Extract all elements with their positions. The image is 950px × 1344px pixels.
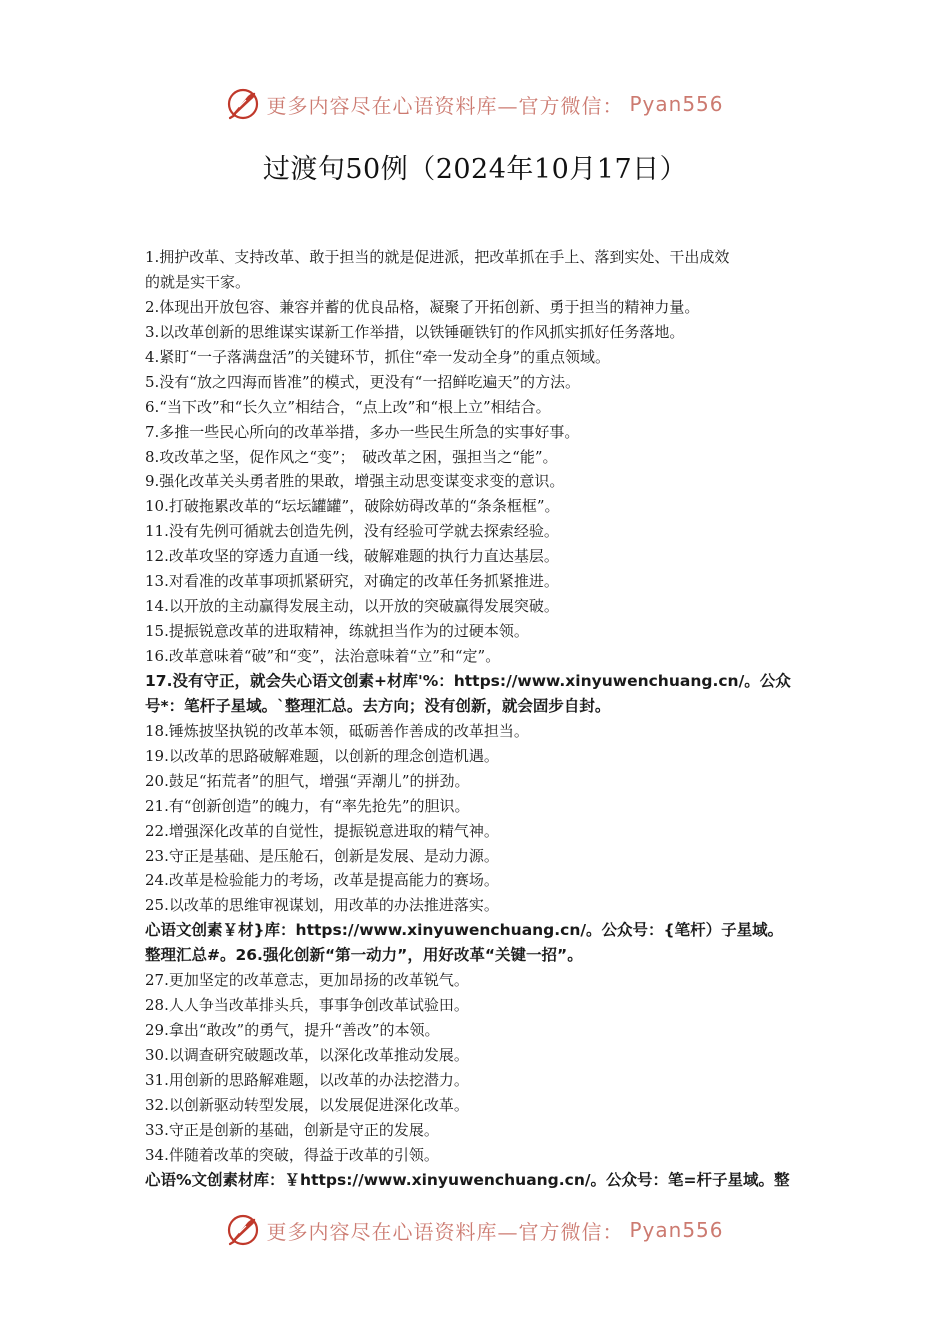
text-line: 22.增强深化改革的自觉性，提振锐意进取的精气神。 <box>145 821 499 840</box>
text-line: 24.改革是检验能力的考场，改革是提高能力的赛场。 <box>145 871 499 890</box>
wechat-id: Pyan556 <box>629 1218 724 1242</box>
text-line: 27.更加坚定的改革意志，更加昂扬的改革锐气。 <box>145 971 469 990</box>
text-line: 11.没有先例可循就去创造先例，没有经验可学就去探索经验。 <box>145 522 559 541</box>
wechat-id: Pyan556 <box>629 92 724 116</box>
text-line: 9.强化改革关头勇者胜的果敢，增强主动思变谋变求变的意识。 <box>145 472 565 491</box>
text-line: 2.体现出开放包容、兼容并蓄的优良品格，凝聚了开拓创新、勇于担当的精神力量。 <box>145 297 700 316</box>
article-body <box>145 245 810 1193</box>
text-line: 16.改革意味着“破”和“变”，法治意味着“立”和“定”。 <box>145 647 501 665</box>
text-line: 12.改革攻坚的穿透力直通一线，破解难题的执行力直达基层。 <box>145 547 559 566</box>
text-line: 6.“当下改”和“长久立”相结合，“点上改”和“根上立”相结合。 <box>145 397 551 416</box>
quill-pen-logo-icon <box>226 87 260 121</box>
text-line: 8.攻改革之坚，促作风之“变”； 破改革之困，强担当之“能”。 <box>145 447 558 466</box>
watermark-line: 心语文创素￥材}库：https://www.xinyuwenchuang.cn/。公众号：{笔杆）子星域。 <box>145 921 784 940</box>
text-line: 28.人人争当改革排头兵，事事争创改革试验田。 <box>145 996 469 1015</box>
text-line: 33.守正是创新的基础，创新是守正的发展。 <box>145 1120 439 1139</box>
text-line: 15.提振锐意改革的进取精神，练就担当作为的过硬本领。 <box>145 622 529 641</box>
text-line: 3.以改革创新的思维谋实谋新工作举措，以铁锤砸铁钉的作风抓实抓好任务落地。 <box>145 322 685 341</box>
text-line: 31.用创新的思路解难题，以改革的办法挖潜力。 <box>145 1070 469 1089</box>
watermark-line: 号*：笔杆子星域。`整理汇总。去方向；没有创新，就会固步自封。 <box>145 696 611 715</box>
header-banner <box>0 84 950 124</box>
text-line: 23.守正是基础、是压舱石，创新是发展、是动力源。 <box>145 846 499 865</box>
watermark-line: 整理汇总#。26.强化创新“第一动力”，用好改革“关键一招”。 <box>145 946 583 965</box>
text-line: 13.对看准的改革事项抓紧研究，对确定的改革任务抓紧推进。 <box>145 572 559 591</box>
text-line: 34.伴随着改革的突破，得益于改革的引领。 <box>145 1145 439 1164</box>
text-line: 32.以创新驱动转型发展，以发展促进深化改革。 <box>145 1095 469 1114</box>
footer-banner <box>0 1210 950 1250</box>
quill-pen-logo-icon <box>226 1213 260 1247</box>
text-line: 5.没有“放之四海而皆准”的模式，更没有“一招鲜吃遍天”的方法。 <box>145 372 580 391</box>
text-line: 30.以调查研究破题改革，以深化改革推动发展。 <box>145 1046 469 1064</box>
text-line: 4.紧盯“一子落满盘活”的关键环节，抓住“牵一发动全身”的重点领域。 <box>145 347 610 366</box>
text-line: 1.拥护改革、支持改革、敢于担当的就是促进派，把改革抓在手上、落到实处、干出成效 <box>145 248 730 266</box>
text-line: 的就是实干家。 <box>145 272 251 291</box>
text-line: 25.以改革的思维审视谋划，用改革的办法推进落实。 <box>145 896 499 915</box>
text-line: 7.多推一些民心所向的改革举措，多办一些民生所急的实事好事。 <box>145 422 580 441</box>
watermark-line: 17.没有守正，就会失心语文创素+材库'%：https://www.xinyuwenchuang.cn/。公众 <box>145 671 791 690</box>
text-line: 20.鼓足“拓荒者”的胆气，增强“弄潮儿”的拼劲。 <box>145 771 470 790</box>
text-line: 14.以开放的主动赢得发展主动，以开放的突破赢得发展突破。 <box>145 597 559 616</box>
text-line: 10.打破拖累改革的“坛坛罐罐”，破除妨碍改革的“条条框框”。 <box>145 497 560 516</box>
text-line: 19.以改革的思路破解难题，以创新的理念创造机遇。 <box>145 746 499 765</box>
banner-text: 更多内容尽在心语资料库—官方微信： <box>266 1219 624 1244</box>
document-title: 过渡句50例（2024年10月17日） <box>262 154 688 185</box>
text-line: 21.有“创新创造”的魄力，有“率先抢先”的胆识。 <box>145 796 470 815</box>
text-line: 18.锤炼披坚执锐的改革本领，砥砺善作善成的改革担当。 <box>145 721 529 740</box>
banner-text: 更多内容尽在心语资料库—官方微信： <box>266 93 624 118</box>
text-line: 29.拿出“敢改”的勇气，提升“善改”的本领。 <box>145 1021 440 1040</box>
watermark-line: 心语%文创素材库：￥https://www.xinyuwenchuang.cn/。公众号：笔=杆子星域。整 <box>145 1170 790 1189</box>
